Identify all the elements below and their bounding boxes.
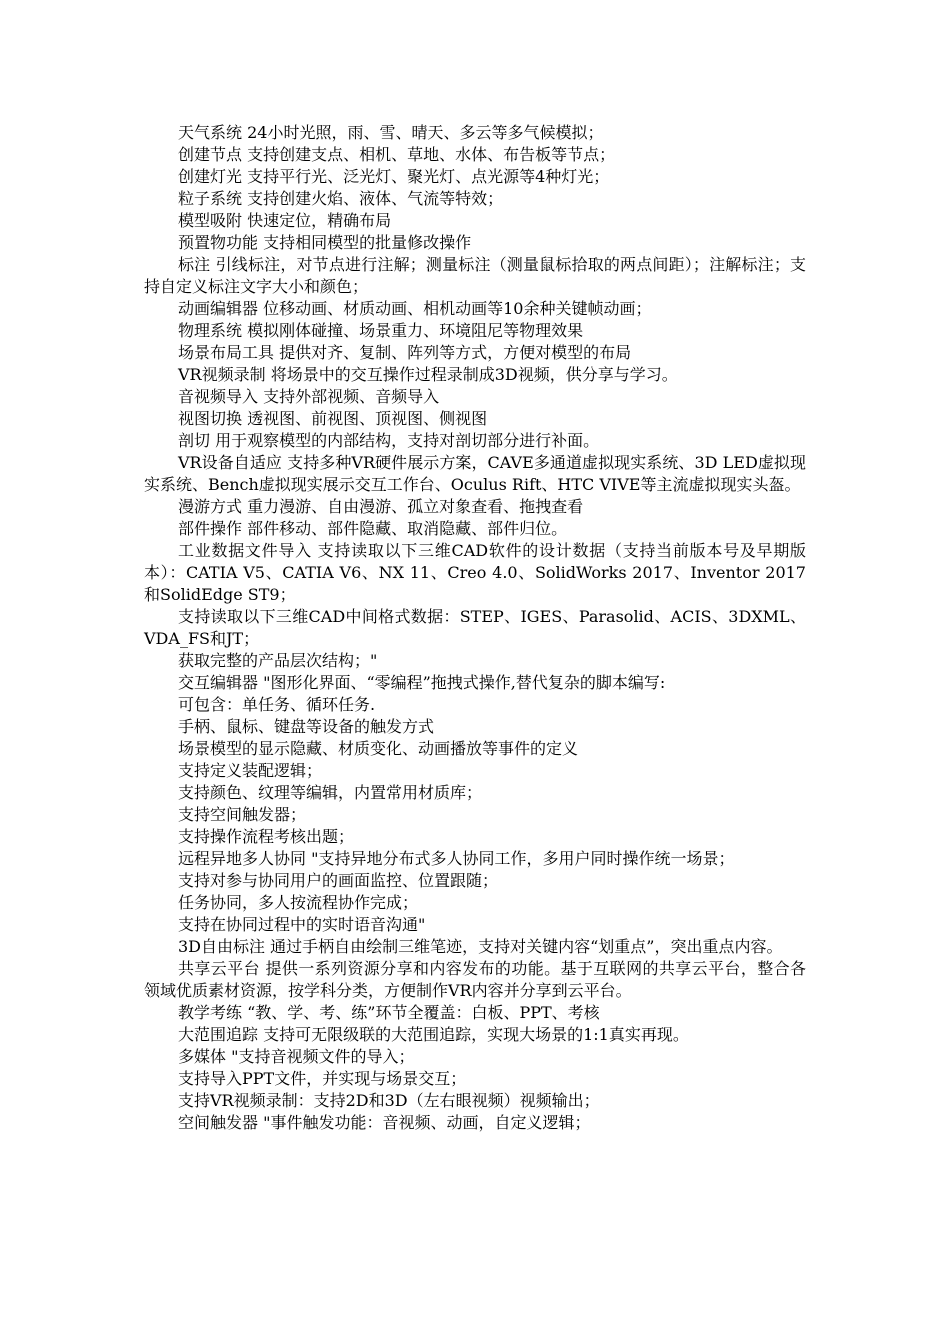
paragraph-event-definition: 场景模型的显示隐藏、材质变化、动画播放等事件的定义 bbox=[178, 739, 579, 758]
paragraph-interaction-editor: 交互编辑器 "图形化界面、“零编程”拖拽式操作,替代复杂的脚本编写: bbox=[178, 673, 666, 692]
paragraph-vr-device-adapt: VR设备自适应 支持多种VR硬件展示方案，CAVE多通道虚拟现实系统、3D LED虚拟现实系统、Bench虚拟现实展示交互工作台、Oculus Rift、HTC VIVE等主流虚拟现实头盔。 bbox=[144, 453, 806, 494]
paragraph-layout-tool: 场景布局工具 提供对齐、复制、阵列等方式，方便对模型的布局 bbox=[178, 343, 632, 362]
paragraph-vr-video-record: VR视频录制 将场景中的交互操作过程录制成3D视频，供分享与学习。 bbox=[178, 365, 678, 384]
paragraph-physics-system: 物理系统 模拟刚体碰撞、场景重力、环境阻尼等物理效果 bbox=[178, 321, 584, 340]
paragraph-shared-cloud: 共享云平台 提供一系列资源分享和内容发布的功能。基于互联网的共享云平台，整合各领域优质素材资源，按学科分类，方便制作VR内容并分享到云平台。 bbox=[144, 959, 806, 1000]
paragraph-teaching-exam: 教学考练 “教、学、考、练”环节全覆盖：白板、PPT、考核 bbox=[178, 1003, 600, 1022]
paragraph-create-light: 创建灯光 支持平行光、泛光灯、聚光灯、点光源等4种灯光； bbox=[178, 167, 610, 186]
paragraph-remote-collaboration: 远程异地多人协同 "支持异地分布式多人协同工作，多用户同时操作统一场景； bbox=[178, 849, 735, 868]
paragraph-3d-free-annotation: 3D自由标注 通过手柄自由绘制三维笔迹，支持对关键内容“划重点”，突出重点内容。 bbox=[178, 937, 783, 956]
paragraph-multimedia: 多媒体 "支持音视频文件的导入； bbox=[178, 1047, 415, 1066]
paragraph-task-collaboration: 任务协同，多人按流程协作完成； bbox=[178, 893, 419, 912]
paragraph-material-library: 支持颜色、纹理等编辑，内置常用材质库； bbox=[178, 783, 483, 802]
paragraph-av-import: 音视频导入 支持外部视频、音频导入 bbox=[178, 387, 440, 406]
document-body bbox=[144, 122, 806, 1134]
paragraph-screen-monitoring: 支持对参与协同用户的画面监控、位置跟随； bbox=[178, 871, 499, 890]
paragraph-roaming-mode: 漫游方式 重力漫游、自由漫游、孤立对象查看、拖拽查看 bbox=[178, 497, 584, 516]
paragraph-ppt-import: 支持导入PPT文件，并实现与场景交互； bbox=[178, 1069, 467, 1088]
paragraph-particle-system: 粒子系统 支持创建火焰、液体、气流等特效； bbox=[178, 189, 504, 208]
paragraph-cad-intermediate-formats: 支持读取以下三维CAD中间格式数据：STEP、IGES、Parasolid、ACIS、3DXML、VDA_FS和JT； bbox=[144, 607, 806, 648]
paragraph-create-node: 创建节点 支持创建支点、相机、草地、水体、布告板等节点； bbox=[178, 145, 616, 164]
paragraph-voice-chat: 支持在协同过程中的实时语音沟通" bbox=[178, 915, 426, 934]
paragraph-animation-editor: 动画编辑器 位移动画、材质动画、相机动画等10余种关键帧动画； bbox=[178, 299, 652, 318]
paragraph-prefab: 预置物功能 支持相同模型的批量修改操作 bbox=[178, 233, 472, 252]
paragraph-large-range-tracking: 大范围追踪 支持可无限级联的大范围追踪，实现大场景的1:1真实再现。 bbox=[178, 1025, 689, 1044]
paragraph-industrial-data-import: 工业数据文件导入 支持读取以下三维CAD软件的设计数据（支持当前版本号及早期版本）：CATIA V5、CATIA V6、NX 11、Creo 4.0、SolidWorks 2017、Inventor 2017和SolidEdge ST9； bbox=[144, 541, 806, 604]
paragraph-vr-video-output: 支持VR视频录制：支持2D和3D（左右眼视频）视频输出； bbox=[178, 1091, 600, 1110]
paragraph-weather-system: 天气系统 24小时光照，雨、雪、晴天、多云等多气候模拟； bbox=[178, 123, 604, 142]
paragraph-space-trigger: 空间触发器 "事件触发功能：音视频、动画，自定义逻辑； bbox=[178, 1113, 591, 1132]
paragraph-view-switch: 视图切换 透视图、前视图、顶视图、侧视图 bbox=[178, 409, 488, 428]
paragraph-assessment: 支持操作流程考核出题； bbox=[178, 827, 355, 846]
paragraph-product-hierarchy: 获取完整的产品层次结构；" bbox=[178, 651, 378, 670]
paragraph-model-snap: 模型吸附 快速定位，精确布局 bbox=[178, 211, 392, 230]
paragraph-trigger-methods: 手柄、鼠标、键盘等设备的触发方式 bbox=[178, 717, 435, 736]
paragraph-spatial-trigger: 支持空间触发器； bbox=[178, 805, 307, 824]
paragraph-part-operation: 部件操作 部件移动、部件隐藏、取消隐藏、部件归位。 bbox=[178, 519, 568, 538]
paragraph-task-types: 可包含：单任务、循环任务. bbox=[178, 695, 376, 714]
paragraph-assembly-logic: 支持定义装配逻辑； bbox=[178, 761, 323, 780]
paragraph-section-cut: 剖切 用于观察模型的内部结构，支持对剖切部分进行补面。 bbox=[178, 431, 600, 450]
paragraph-annotation: 标注 引线标注，对节点进行注解；测量标注（测量鼠标拾取的两点间距）；注解标注；支持自定义标注文字大小和颜色； bbox=[144, 255, 806, 296]
